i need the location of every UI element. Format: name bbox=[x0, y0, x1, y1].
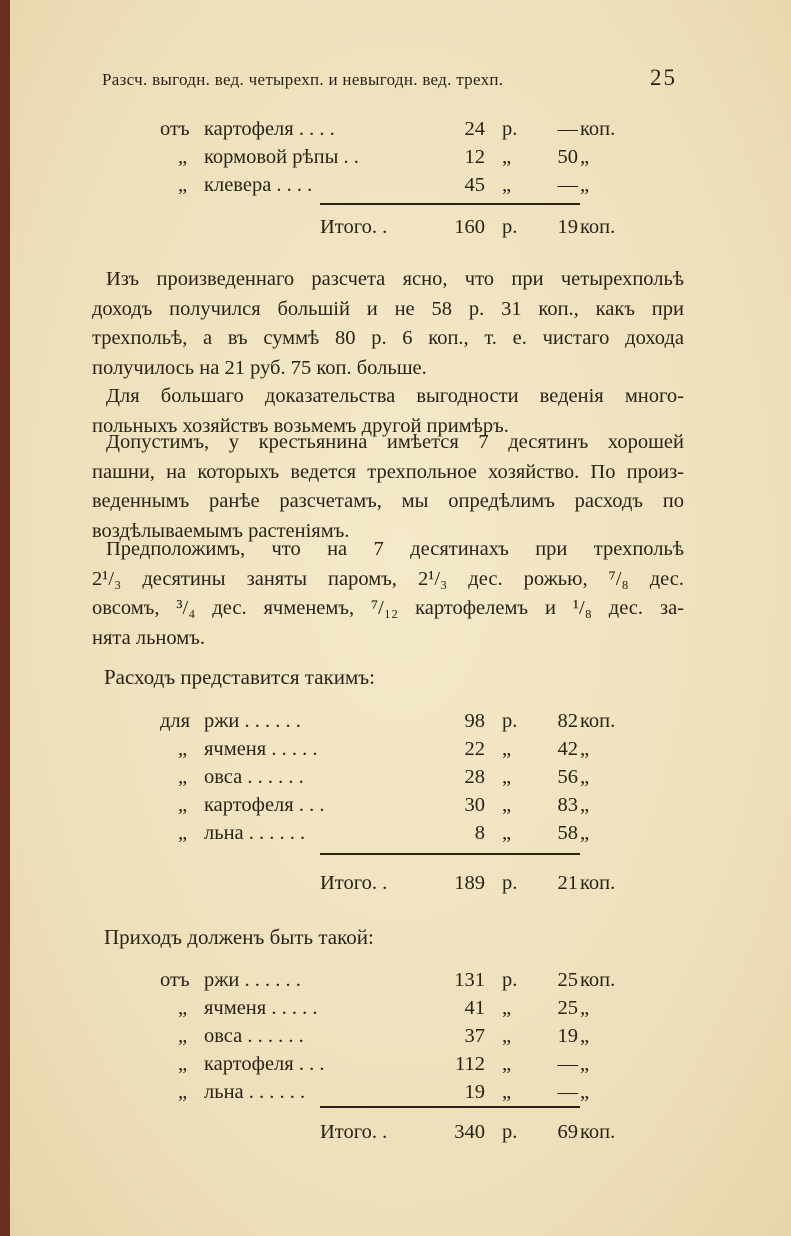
total-rule bbox=[320, 203, 580, 205]
table-total-row: Итого. . 160 р. 19 коп. bbox=[320, 216, 616, 238]
paragraph: Предположимъ, что на 7 десятинахъ при трехпольѣ 2¹/₃ десятины заняты паромъ, 2¹/₃ дес. рожью, ⁷/₈ дес. овсомъ, ³/₄ дес. ячменемъ, ⁷/₁₂ картофелемъ и ¹/₈ дес. за- нята льномъ. bbox=[92, 538, 684, 649]
table-row: „ овса . . . . . . 37 „ 19 „ bbox=[178, 1025, 590, 1047]
table-row: „ льна . . . . . . 19 „ — „ bbox=[178, 1081, 590, 1103]
income-label: Приходъ долженъ быть такой: bbox=[104, 925, 374, 949]
paragraph: Допустимъ, у крестьянина имѣется 7 десятинъ хорошей пашни, на которыхъ ведется трехпольное хозяйство. По произ- веденнымъ ранѣе разсчетамъ, мы опредѣлимъ расходъ по воздѣлываемымъ растеніямъ. bbox=[92, 431, 684, 542]
table-row: „ овса . . . . . . 28 „ 56 „ bbox=[178, 766, 590, 788]
table-row: „ картофеля . . . 112 „ — „ bbox=[178, 1053, 590, 1075]
book-page bbox=[10, 0, 791, 1236]
table-row: „ кормовой рѣпы . . 12 „ 50 „ bbox=[178, 146, 590, 168]
table-row: „ льна . . . . . . 8 „ 58 „ bbox=[178, 822, 590, 844]
table-row: „ клевера . . . . 45 „ — „ bbox=[178, 174, 590, 196]
total-rule bbox=[320, 1106, 580, 1108]
paragraph: Изъ произведеннаго разсчета ясно, что при четырехпольѣ доходъ получился большій и не 58 р. 31 коп., какъ при трехпольѣ, а въ суммѣ 80 р. 6 коп., т. е. чистаго дохода получилось на 21 руб. 75 коп. больше. bbox=[92, 268, 684, 379]
running-header bbox=[102, 65, 677, 90]
table-row: „ картофеля . . . 30 „ 83 „ bbox=[178, 794, 590, 816]
binding-edge bbox=[0, 0, 10, 1236]
paragraph: Для большаго доказательства выгодности веденія много- польныхъ хозяйствъ возьмемъ другой примѣръ. bbox=[92, 385, 684, 437]
table-total-row: Итого. . 340 р. 69 коп. bbox=[320, 1121, 616, 1143]
page-number: 25 bbox=[650, 65, 677, 90]
expense-label: Расходъ представится такимъ: bbox=[104, 665, 375, 689]
table-row: отъ ржи . . . . . . 131 р. 25 коп. bbox=[160, 969, 616, 991]
table-total-row: Итого. . 189 р. 21 коп. bbox=[320, 872, 616, 894]
table-row: для ржи . . . . . . 98 р. 82 коп. bbox=[160, 710, 616, 732]
running-title: Разсч. выгодн. вед. четырехп. и невыгодн. вед. трехп. bbox=[102, 70, 504, 89]
table-row: „ ячменя . . . . . 22 „ 42 „ bbox=[178, 738, 590, 760]
total-rule bbox=[320, 853, 580, 855]
table-row: „ ячменя . . . . . 41 „ 25 „ bbox=[178, 997, 590, 1019]
table-row: отъ картофеля . . . . 24 р. — коп. bbox=[160, 118, 616, 140]
